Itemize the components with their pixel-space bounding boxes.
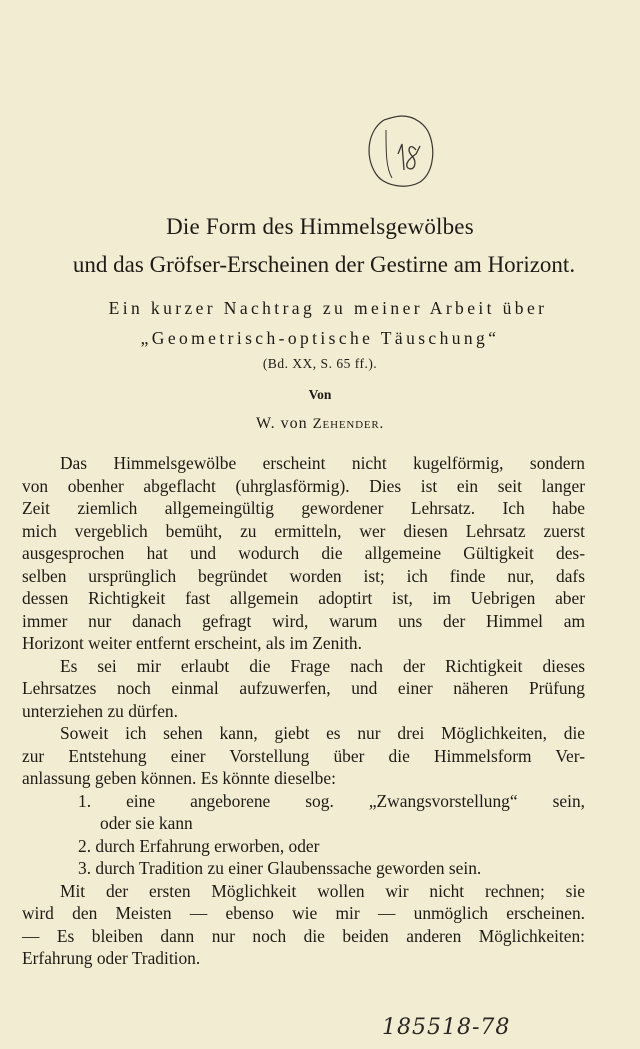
body-line: 3. durch Tradition zu einer Glaubenssache geworden sein. [78, 858, 482, 878]
body-line: — Es bleiben dann nur noch die beiden anderen Möglichkeiten: [22, 925, 585, 946]
body-line: mich vergeblich bemüht, zu ermitteln, wer diesen Lehrsatz zuerst [22, 520, 585, 541]
handwritten-catalog-number [378, 1006, 528, 1046]
body-line: unterziehen zu dürfen. [22, 700, 178, 721]
title-line-2: und das Gröfser-Erscheinen der Gestirne am Horizont. [72, 252, 576, 277]
volume-reference: (Bd. XX, S. 65 ff.). [262, 356, 378, 371]
body-line: dessen Richtigkeit fast allgemein adoptirt ist, im Uebrigen aber [22, 588, 585, 608]
subtitle-line-2: „Geometrisch-optische Täuschung“ [140, 328, 500, 348]
body-line: Soweit ich sehen kann, giebt es nur drei Möglichkeiten, die [60, 723, 585, 743]
byline-von: Von [308, 387, 332, 402]
body-line: Zeit ziemlich allgemeingültig gewordener Lehrsatz. Ich habe [22, 498, 585, 518]
body-line: Erfahrung oder Tradition. [22, 948, 201, 968]
body-line: ausgesprochen hat und wodurch die allgemeine Gültigkeit des- [22, 543, 585, 563]
body-line: anlassung geben können. Es könnte dieselbe: [22, 768, 336, 788]
title-line-1: Die Form des Himmelsgewölbes [166, 214, 474, 239]
body-line: 2. durch Erfahrung erworben, oder [78, 835, 320, 856]
subtitle-line-1: Ein kurzer Nachtrag zu meiner Arbeit über [108, 298, 548, 318]
body-line: Horizont weiter entfernt erscheint, als im Zenith. [22, 633, 362, 653]
body-line: 1. eine angeborene sog. „Zwangsvorstellung“ sein, [78, 790, 585, 811]
body-line: von obenher abgeflacht (uhrglasförmig). Dies ist ein seit langer [22, 475, 585, 496]
author-initial: W. von [255, 415, 308, 432]
body-line: Es sei mir erlaubt die Frage nach der Richtigkeit dieses [60, 655, 585, 676]
author-surname: Zehender. [312, 416, 385, 432]
author-name [0, 415, 640, 433]
handwritten-catalog-text: 185518-78 [382, 1015, 511, 1040]
body-line: Lehrsatzes noch einmal aufzuwerfen, und einer näheren Prüfung [22, 678, 585, 698]
body-line: wird den Meisten — ebenso wie mir — unmöglich erscheinen. [22, 903, 585, 923]
body-line: Das Himmelsgewölbe erscheint nicht kugelförmig, sondern [60, 453, 585, 473]
body-line: Mit der ersten Möglichkeit wollen wir nicht rechnen; sie [60, 880, 585, 901]
body-line: oder sie kann [100, 813, 193, 833]
body-line: immer nur danach gefragt wird, warum uns der Himmel am [22, 610, 585, 631]
body-line: zur Entstehung einer Vorstellung über die Himmelsform Ver- [22, 745, 585, 766]
body-line: selben ursprünglich begründet worden ist; ich finde nur, dafs [22, 565, 585, 586]
library-stamp-icon [362, 112, 440, 196]
